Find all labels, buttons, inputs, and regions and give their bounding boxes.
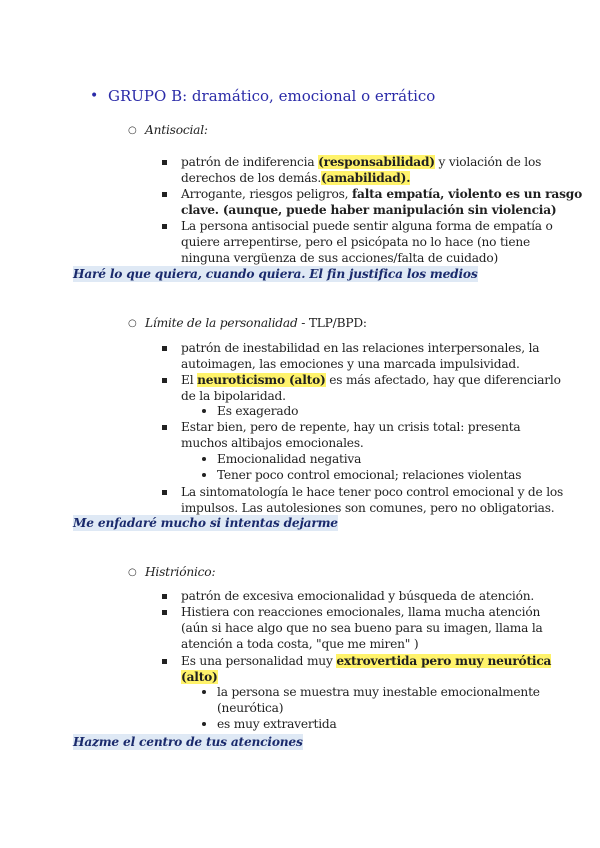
limite-item3-line1: Estar bien, pero de repente, hay un crisis total: presenta xyxy=(181,420,521,434)
square-bullet-icon xyxy=(162,490,167,495)
square-bullet-icon xyxy=(162,659,167,664)
circle-bullet-icon: ○ xyxy=(128,318,137,329)
limite-item1-line2: autoimagen, las emociones y una marcada impulsividad. xyxy=(181,357,520,371)
antisocial-item3-line2: quiere arrepentirse, pero el psicópata no lo hace (no tiene xyxy=(181,235,531,249)
histrionico-item2-line2: (aún si hace algo que no sea bueno para su imagen, llama la xyxy=(181,621,543,635)
bullet-icon xyxy=(202,409,206,413)
limite-quote: Me enfadaré mucho si intentas dejarme xyxy=(73,516,338,530)
limite-item2-sub1: Es exagerado xyxy=(217,404,299,418)
circle-bullet-icon: ○ xyxy=(128,125,137,136)
histrionico-item3-sub2: es muy extravertida xyxy=(217,717,337,731)
antisocial-title: Antisocial: xyxy=(145,123,208,137)
bullet-icon xyxy=(202,457,206,461)
limite-item3-line2: muchos altibajos emocionales. xyxy=(181,436,364,450)
limite-item2-line2: de la bipolaridad. xyxy=(181,389,286,403)
square-bullet-icon xyxy=(162,224,167,229)
limite-item4-line1: La sintomatología le hace tener poco control emocional y de los xyxy=(181,485,564,499)
histrionico-item2-line3: atención a toda costa, "que me miren" ) xyxy=(181,637,419,651)
antisocial-item3-line1: La persona antisocial puede sentir alguna forma de empatía o xyxy=(181,219,553,233)
limite-item3-sub2: Tener poco control emocional; relaciones violentas xyxy=(217,468,522,482)
bullet-icon: • xyxy=(90,88,99,104)
square-bullet-icon xyxy=(162,192,167,197)
square-bullet-icon xyxy=(162,610,167,615)
limite-title: Límite de la personalidad - TLP/BPD: xyxy=(145,316,367,330)
antisocial-item2-line2: clave. (aunque, puede haber manipulación sin violencia) xyxy=(181,203,557,217)
limite-item2-line1: El neuroticismo (alto) es más afectado, hay que diferenciarlo xyxy=(181,373,561,387)
antisocial-item1-line2: derechos de los demás.(amabilidad). xyxy=(181,171,411,185)
antisocial-item1-line1: patrón de indiferencia (responsabilidad) y violación de los xyxy=(181,155,542,169)
square-bullet-icon xyxy=(162,160,167,165)
histrionico-item3-line2: (alto) xyxy=(181,670,218,684)
limite-item4-line2: impulsos. Las autolesiones son comunes, pero no obligatorias. xyxy=(181,501,555,515)
antisocial-item3-line3: ninguna vergüenza de sus acciones/falta de cuidado) xyxy=(181,251,499,265)
square-bullet-icon xyxy=(162,378,167,383)
histrionico-title: Histriónico: xyxy=(145,565,216,579)
limite-item1-line1: patrón de inestabilidad en las relaciones interpersonales, la xyxy=(181,341,540,355)
square-bullet-icon xyxy=(162,425,167,430)
histrionico-item2-line1: Histiera con reacciones emocionales, llama mucha atención xyxy=(181,605,541,619)
antisocial-quote: Haré lo que quiera, cuando quiera. El fin justifica los medios xyxy=(73,267,478,281)
histrionico-item3-line1: Es una personalidad muy extrovertida pero muy neurótica xyxy=(181,654,552,668)
bullet-icon xyxy=(202,722,206,726)
group-b-heading: GRUPO B: dramático, emocional o errático xyxy=(108,87,436,105)
square-bullet-icon xyxy=(162,594,167,599)
square-bullet-icon xyxy=(162,346,167,351)
bullet-icon xyxy=(202,473,206,477)
antisocial-item2-line1: Arrogante, riesgos peligros, falta empatía, violento es un rasgo xyxy=(181,187,583,201)
circle-bullet-icon: ○ xyxy=(128,567,137,578)
histrionico-item1-line1: patrón de excesiva emocionalidad y búsqueda de atención. xyxy=(181,589,535,603)
histrionico-item3-sub1-line2: (neurótica) xyxy=(217,701,284,715)
histrionico-item3-sub1-line1: la persona se muestra muy inestable emocionalmente xyxy=(217,685,540,699)
histrionico-quote: Hazme el centro de tus atenciones xyxy=(73,735,303,749)
bullet-icon xyxy=(202,690,206,694)
limite-item3-sub1: Emocionalidad negativa xyxy=(217,452,362,466)
